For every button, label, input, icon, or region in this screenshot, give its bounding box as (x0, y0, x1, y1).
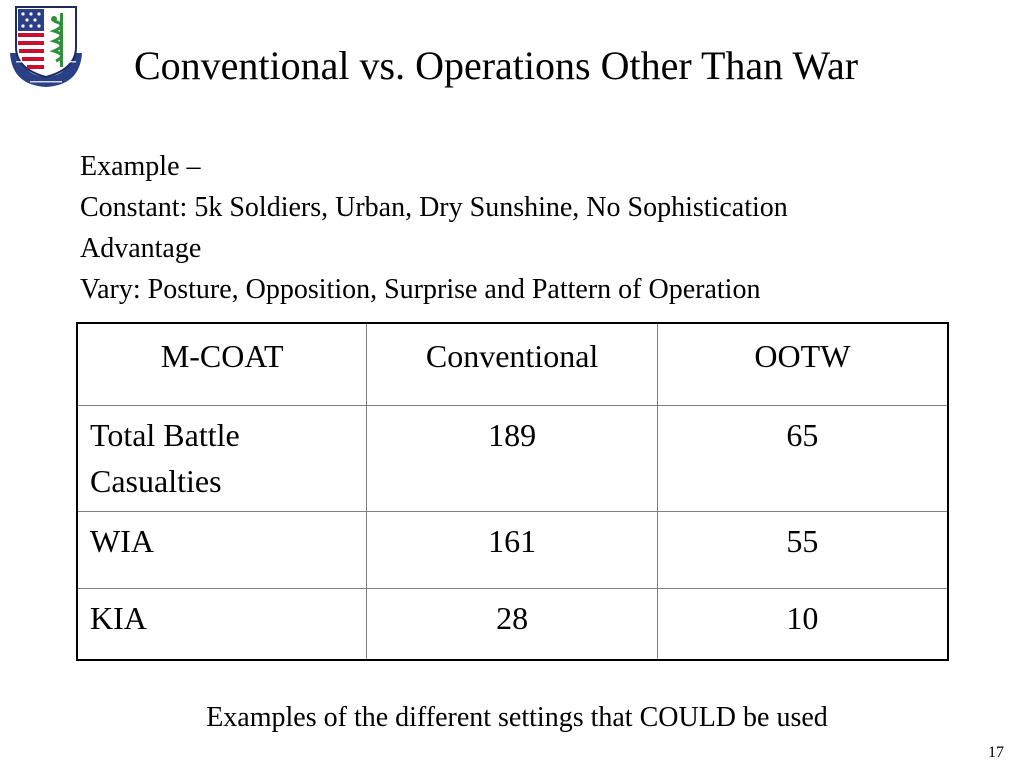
column-header: M-COAT (77, 323, 367, 406)
intro-line: Example – (80, 151, 201, 182)
table-cell: 10 (657, 589, 948, 661)
table-cell: 55 (657, 512, 948, 589)
intro-text (80, 146, 788, 310)
table-cell: 28 (367, 589, 658, 661)
caption: Examples of the different settings that COULD be used (206, 702, 828, 733)
intro-line: Constant: 5k Soldiers, Urban, Dry Sunshine, No Sophistication (80, 192, 788, 223)
casualty-table (76, 322, 949, 661)
row-label: KIA (77, 589, 367, 661)
table-row (77, 589, 948, 661)
medical-department-crest-icon (6, 3, 86, 89)
row-label (77, 406, 367, 512)
table-cell: 65 (657, 406, 948, 512)
table-cell: 189 (367, 406, 658, 512)
column-header: OOTW (657, 323, 948, 406)
table-cell: 161 (367, 512, 658, 589)
table-row (77, 406, 948, 512)
row-label-line: Total Battle (90, 417, 240, 453)
column-header: Conventional (367, 323, 658, 406)
intro-line: Advantage (80, 233, 202, 264)
intro-line: Vary: Posture, Opposition, Surprise and Pattern of Operation (80, 274, 761, 305)
row-label: WIA (77, 512, 367, 589)
page-number: 17 (988, 744, 1004, 761)
table-row (77, 512, 948, 589)
row-label-line: Casualties (90, 463, 222, 499)
page-title: Conventional vs. Operations Other Than War (134, 43, 859, 88)
table-header-row (77, 323, 948, 406)
